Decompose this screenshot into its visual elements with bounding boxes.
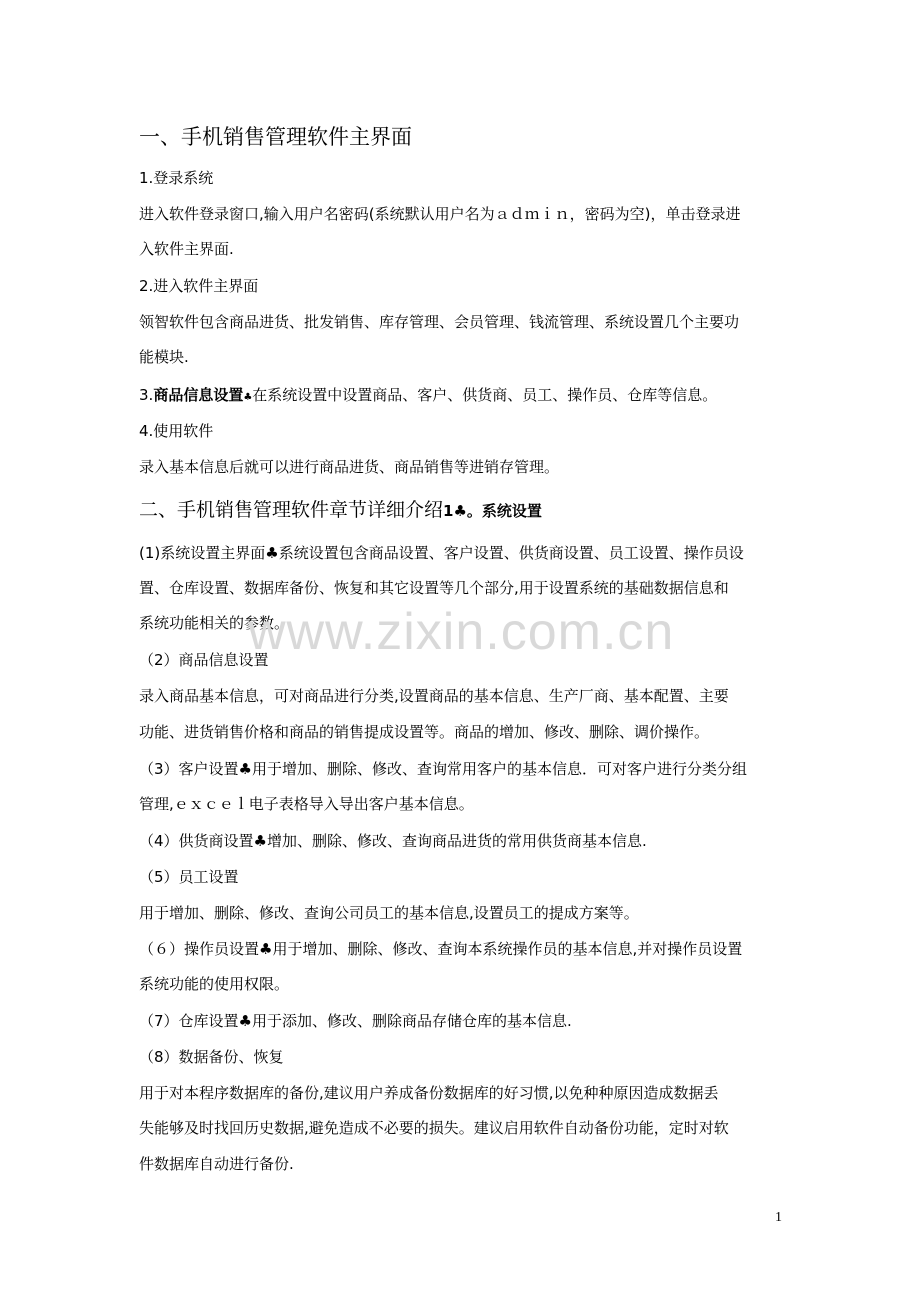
para-4-line-1: （4）供货商设置♣增加、删除、修改、查询商品进货的常用供货商基本信息.: [139, 832, 647, 850]
para-3-line-1: （3）客户设置♣用于增加、删除、修改、查询常用客户的基本信息．可对客户进行分类分组: [139, 760, 747, 778]
watermark: www.zixin.com.cn: [248, 603, 675, 661]
para-8-line-2: 失能够及时找回历史数据,避免造成不必要的损失。建议启用软件自动备份功能，定时对软: [139, 1119, 729, 1137]
para-8-line-1: 用于对本程序数据库的备份,建议用户养成备份数据库的好习惯,以免种种原因造成数据丢: [139, 1084, 719, 1102]
heading-chapter-mark: 1♣。: [443, 502, 482, 520]
heading-system-settings: 系统设置: [481, 502, 542, 520]
para-3-line-2: 管理,ｅｘｃｅｌ电子表格导入导出客户基本信息。: [139, 795, 474, 813]
section-1-line-1: 进入软件登录窗口,输入用户名密码(系统默认用户名为ａｄｍｉｎ，密码为空)，单击登录进: [139, 205, 741, 223]
para-5-title: （5）员工设置: [139, 868, 239, 886]
para-8-line-3: 件数据库自动进行备份.: [139, 1155, 294, 1173]
para-6-line-2: 系统功能的使用权限。: [139, 975, 290, 993]
section-2-line-2: 能模块.: [139, 348, 189, 366]
para-2-line-2: 功能、进货销售价格和商品的销售提成设置等。商品的增加、修改、删除、调价操作。: [139, 723, 710, 741]
section-2-line-1: 领智软件包含商品进货、批发销售、库存管理、会员管理、钱流管理、系统设置几个主要功: [139, 313, 740, 331]
para-6-line-1: （６）操作员设置♣用于增加、删除、修改、查询本系统操作员的基本信息,并对操作员设置: [139, 940, 743, 958]
para-2-title: （2）商品信息设置: [139, 651, 269, 669]
section-3-line: [139, 384, 782, 409]
section-3-bold-title: 商品信息设置: [153, 386, 244, 404]
heading-chapter-text: 二、手机销售管理软件章节详细介绍: [139, 499, 444, 521]
para-7-line-1: （7）仓库设置♣用于添加、修改、删除商品存储仓库的基本信息.: [139, 1012, 572, 1030]
section-4-line-1: 录入基本信息后就可以进行商品进货、商品销售等进销存管理。: [139, 458, 560, 476]
para-1-line-1: (1)系统设置主界面♣系统设置包含商品设置、客户设置、供货商设置、员工设置、操作员设: [139, 544, 744, 562]
para-2-line-1: 录入商品基本信息，可对商品进行分类,设置商品的基本信息、生产厂商、基本配置、主要: [139, 687, 729, 705]
heading-chapter-details: [139, 496, 782, 525]
para-1-line-2: 置、仓库设置、数据库备份、恢复和其它设置等几个部分,用于设置系统的基础数据信息和: [139, 579, 729, 597]
section-1-line-2: 入软件主界面.: [139, 240, 234, 258]
section-1-title: 1.登录系统: [139, 169, 214, 187]
section-3-text: 在系统设置中设置商品、客户、供货商、员工、操作员、仓库等信息。: [252, 386, 718, 404]
para-8-title: （8）数据备份、恢复: [139, 1048, 284, 1066]
para-1-line-3: 系统功能相关的参数。: [139, 614, 290, 632]
page-number: 1: [775, 1210, 782, 1225]
section-2-title: 2.进入软件主界面: [139, 277, 259, 295]
heading-main-interface: 一、手机销售管理软件主界面: [139, 125, 412, 149]
section-3-number: 3.: [139, 386, 154, 404]
para-5-line-1: 用于增加、删除、修改、查询公司员工的基本信息,设置员工的提成方案等。: [139, 904, 639, 922]
club-mark-icon: ♣: [243, 392, 253, 403]
section-4-title: 4.使用软件: [139, 422, 214, 440]
